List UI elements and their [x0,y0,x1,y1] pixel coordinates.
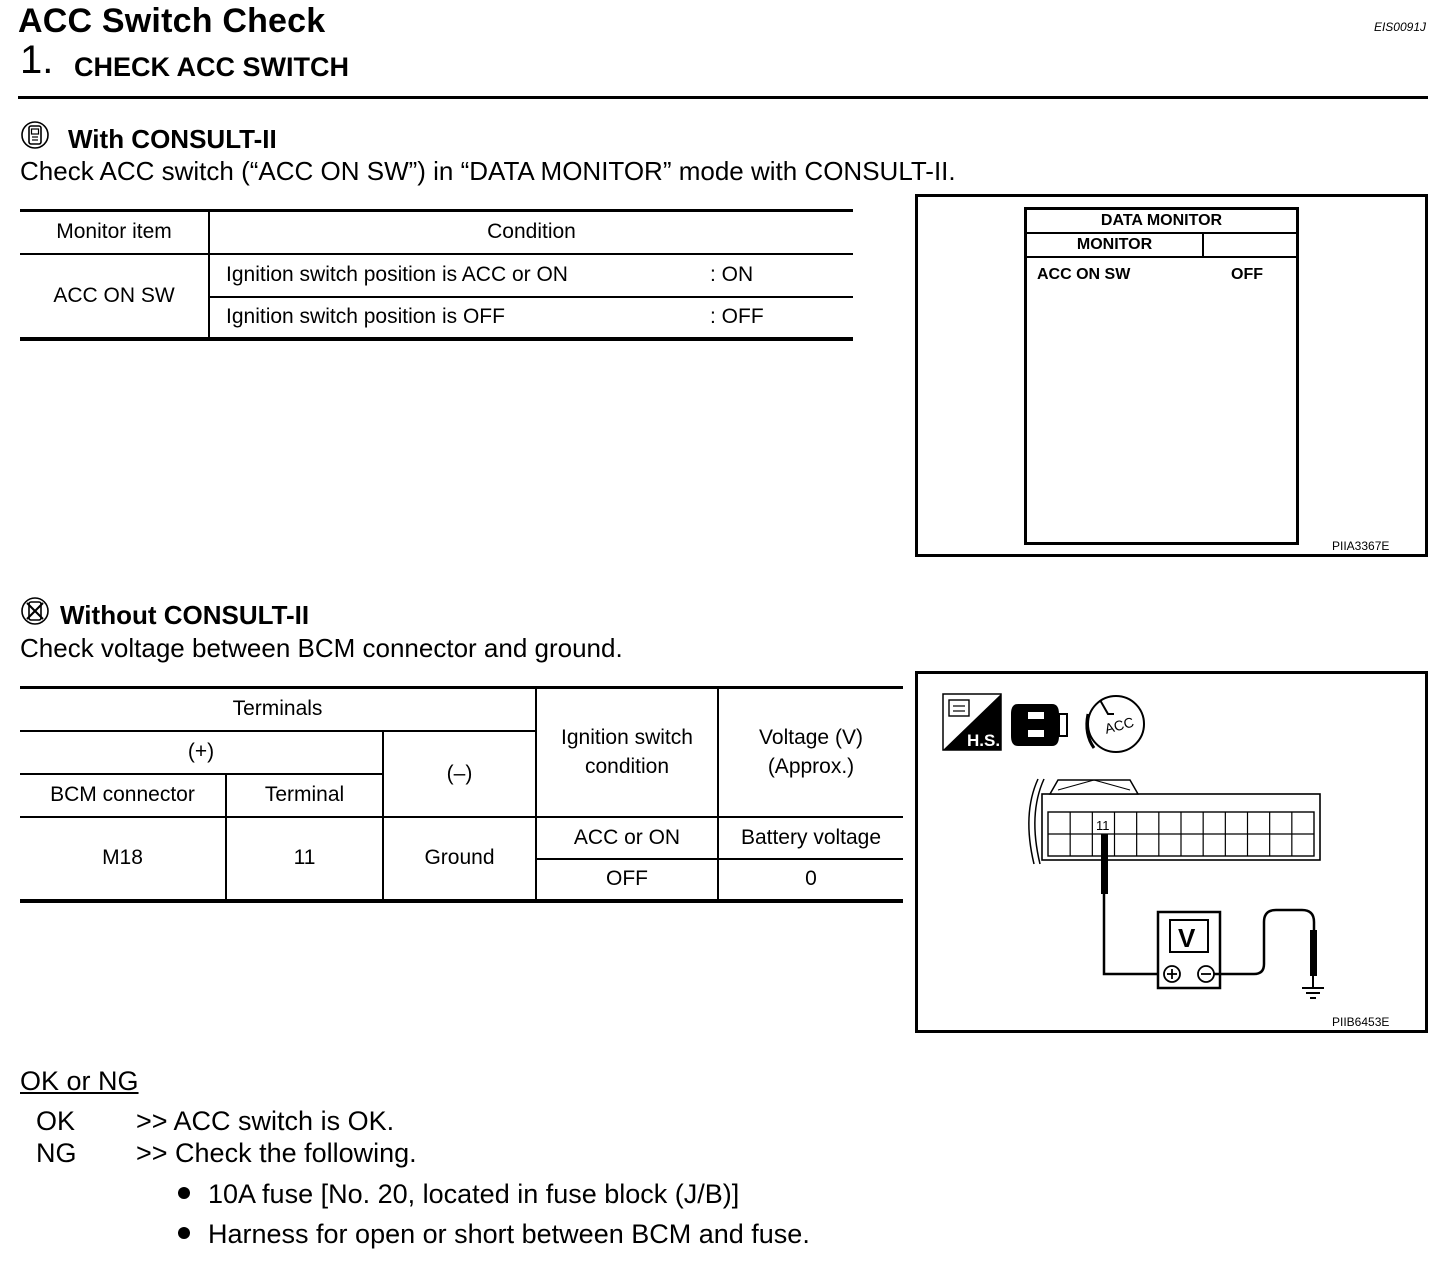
svg-text:11: 11 [1096,818,1110,833]
terminal-header: Terminal [226,774,383,817]
figure-code: PIIB6453E [1332,1015,1390,1029]
with-consult-heading: With CONSULT-II [68,124,277,154]
condition-cell: Ignition switch position is OFF [226,305,505,328]
monitor-item-cell: ACC ON SW [20,254,209,339]
voltage-check-table [20,686,903,903]
screen-header-blank [1204,234,1296,258]
connector-cell: M18 [20,817,226,901]
ng-text: >> Check the following. [136,1138,417,1168]
step-title: CHECK ACC SWITCH [74,52,349,82]
bullet-icon [178,1227,190,1239]
ignition-header-line: condition [584,755,670,779]
minus-cell: Ground [383,817,536,901]
page-title: ACC Switch Check [18,2,326,40]
screen-item-name: ACC ON SW [1037,266,1131,283]
ok-text: >> ACC switch is OK. [136,1106,395,1136]
circuit-diagram [918,674,1425,1030]
condition-cell: Ignition switch position is ACC or ON [226,263,568,286]
monitor-item-table [20,209,853,341]
screen-title: DATA MONITOR [1027,210,1296,234]
voltage-cell: 0 [805,867,817,890]
check-item-text: 10A fuse [No. 20, located in fuse block (J/B)] [208,1179,740,1209]
ground-icon [1302,988,1324,998]
consult-screen [1024,207,1299,545]
voltage-header-line: Voltage (V) [759,726,863,750]
ok-key: OK [36,1106,76,1136]
consult-tester-icon [20,120,52,152]
step-number: 1. [20,38,54,82]
connector-icon [1011,704,1067,746]
result-title: OK or NG [20,1066,139,1096]
check-item [178,1179,739,1210]
without-consult-heading: Without CONSULT-II [60,600,310,630]
screen-monitor-label: MONITOR [1027,234,1204,258]
svg-text:H.S.: H.S. [967,731,1001,750]
header-divider [18,96,1428,99]
ignition-header-line: Ignition switch [561,726,693,750]
bcm-connector-header: BCM connector [20,774,226,817]
terminals-header: Terminals [20,688,536,731]
check-item-text: Harness for open or short between BCM and fuse. [208,1219,810,1249]
svg-text:V: V [1178,923,1196,953]
without-consult-instruction: Check voltage between BCM connector and ground. [20,633,623,663]
connector-voltage-figure [915,671,1428,1033]
voltage-cell: Battery voltage [718,817,903,859]
harness-side-icon [943,694,1001,750]
terminal-cell: 11 [226,817,383,901]
plus-header: (+) [20,731,383,774]
voltage-header-line: (Approx.) [767,755,855,779]
col-header-monitor-item: Monitor item [20,211,209,254]
check-item [178,1219,810,1250]
ignition-key-acc-icon [1087,696,1144,752]
ng-key: NG [36,1138,77,1168]
voltage-header [718,688,903,817]
data-monitor-figure [915,194,1428,557]
document-id: EIS0091J [1373,20,1426,34]
minus-header: (–) [383,731,536,817]
ignition-condition-cell: ACC or ON [536,817,718,859]
voltmeter-icon [1158,912,1220,988]
no-consult-icon [20,596,52,628]
bullet-icon [178,1187,190,1199]
with-consult-instruction: Check ACC switch (“ACC ON SW”) in “DATA MONITOR” mode with CONSULT-II. [20,156,956,186]
svg-text:ACC: ACC [1102,713,1136,737]
condition-value-cell: : OFF [710,305,764,328]
screen-item-value: OFF [1231,266,1263,283]
col-header-condition: Condition [487,220,576,244]
condition-value-cell: : ON [710,263,754,286]
ignition-condition-cell: OFF [536,859,718,901]
figure-code: PIIA3367E [1332,539,1390,553]
ignition-condition-header [536,688,718,817]
